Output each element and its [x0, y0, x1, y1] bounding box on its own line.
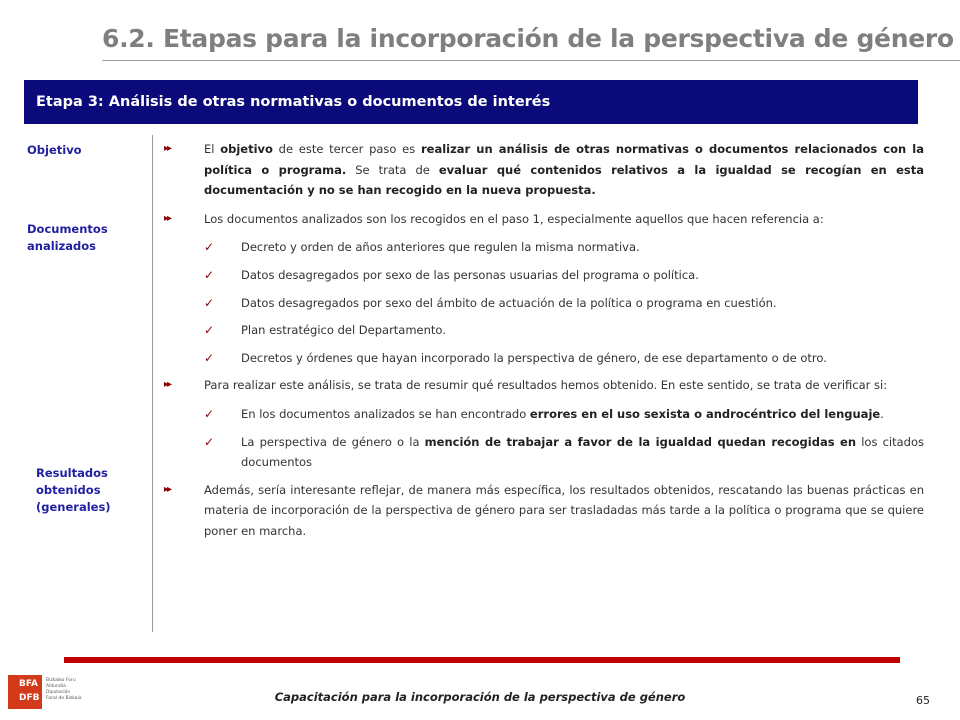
double-arrow-icon: ▸▸	[164, 143, 171, 154]
checkmark-icon: ✓	[204, 434, 215, 449]
text-span: Además, sería interesante reflejar, de manera más específica, los resultados obtenidos, rescatando las buenas prácticas en materia de incorporación de la perspectiva de género para ser trasladadas más tarde a la política o programa que se quiere poner en marcha.	[204, 482, 924, 538]
logo-text-line: Bizkaiko Foru	[46, 678, 76, 683]
checkmark-icon: ✓	[204, 267, 215, 282]
label-resultados: Resultados obtenidos (generales)	[36, 466, 111, 514]
text-span: La perspectiva de género o la	[241, 434, 425, 449]
text-bold: errores en el uso sexista o androcéntrico del lenguaje	[529, 406, 881, 421]
list-item	[158, 293, 924, 314]
logo-line: DFB	[19, 693, 40, 703]
list-item	[158, 265, 924, 286]
text-bold: objetivo	[220, 142, 273, 156]
list-item	[158, 320, 924, 341]
double-arrow-icon: ▸▸	[164, 483, 171, 495]
column-divider	[152, 135, 153, 632]
text-span: los citados documentos	[241, 434, 925, 470]
double-arrow-icon: ▸▸	[164, 379, 171, 391]
logo-text-line: Aldundia	[46, 684, 66, 689]
title-divider	[102, 60, 960, 61]
text-bold: realizar un análisis de otras normativas o documentos relacionados con la política o programa.	[204, 142, 924, 177]
stage-banner: Etapa 3: Análisis de otras normativas o documentos de interés	[24, 80, 918, 124]
label-documentos: Documentos analizados	[27, 222, 108, 253]
text-span: En los documentos analizados se han encontrado	[241, 406, 530, 421]
bfa-logo	[8, 675, 104, 711]
text-span: Se trata de	[346, 162, 439, 177]
footer-caption: Capacitación para la incorporación de la perspectiva de género	[274, 690, 686, 704]
text-span: de este tercer paso es	[272, 142, 421, 156]
text-bold: mención de trabajar a favor de la igualdad quedan recogidas en	[424, 434, 857, 449]
objective-paragraph	[158, 139, 924, 201]
checkmark-icon: ✓	[204, 406, 215, 421]
text-span: El	[204, 142, 221, 156]
checkmark-icon: ✓	[204, 323, 215, 338]
list-item-text: Decretos y órdenes que hayan incorporado la perspectiva de género, de ese departamento o de otro.	[241, 350, 827, 365]
page-number: 65	[916, 694, 930, 707]
list-item	[158, 404, 924, 425]
list-item	[158, 237, 924, 258]
page-title: 6.2. Etapas para la incorporación de la perspectiva de género	[102, 24, 954, 53]
checkmark-icon: ✓	[204, 295, 215, 310]
closing-paragraph	[158, 480, 924, 542]
documents-paragraph	[158, 209, 924, 230]
double-arrow-icon: ▸▸	[164, 212, 171, 224]
label-objetivo: Objetivo	[27, 143, 82, 157]
results-paragraph	[158, 375, 924, 396]
text-span: Los documentos analizados son los recogidos en el paso 1, especialmente aquellos que hacen referencia a:	[204, 211, 824, 226]
list-item-text: Decreto y orden de años anteriores que regulen la misma normativa.	[241, 240, 640, 255]
logo-text	[46, 678, 82, 702]
logo-letters	[19, 677, 39, 705]
logo-line: BFA	[19, 679, 38, 689]
logo-text-line: Foral de Bizkaia	[46, 696, 82, 701]
checkmark-icon: ✓	[204, 240, 215, 255]
text-span: .	[880, 406, 884, 421]
text-bold: evaluar qué contenidos relativos a la igualdad se recogían en esta documentación y no se han recogido en la nueva propuesta.	[204, 162, 924, 198]
checkmark-icon: ✓	[204, 350, 215, 365]
list-item-text: Plan estratégico del Departamento.	[241, 323, 446, 338]
list-item-text: Datos desagregados por sexo del ámbito de actuación de la política o programa en cuestión.	[241, 295, 777, 310]
footer-red-rule	[64, 657, 900, 663]
text-span: Para realizar este análisis, se trata de resumir qué resultados hemos obtenido. En este sentido, se trata de verificar si:	[204, 378, 888, 393]
list-item	[158, 348, 924, 369]
list-item-text: Datos desagregados por sexo de las personas usuarias del programa o política.	[241, 267, 699, 282]
list-item	[158, 432, 924, 473]
content-body	[158, 139, 924, 550]
logo-text-line: Diputación	[46, 690, 71, 695]
